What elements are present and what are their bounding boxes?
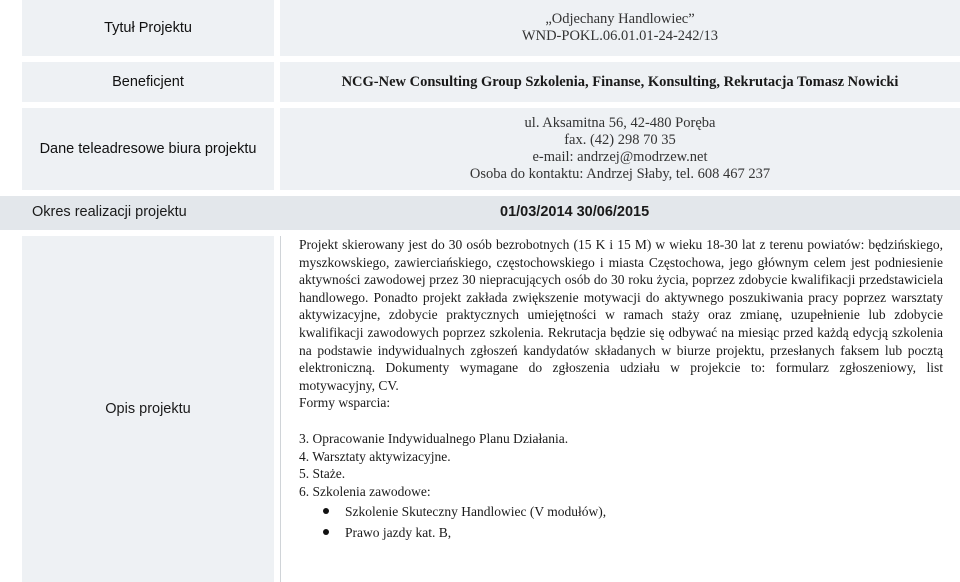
beneficiary-label	[22, 62, 274, 102]
description-cell	[280, 236, 960, 582]
title-line-2: WND-POKL.06.01.01-24-242/13	[521, 28, 719, 44]
title-label-text: Tytuł Projektu	[104, 20, 192, 36]
title-label	[22, 0, 274, 56]
contact-value	[280, 108, 960, 190]
description-label	[22, 236, 274, 582]
title-line-1: „Odjechany Handlowiec”	[545, 11, 695, 27]
list-item: 6. Szkolenia zawodowe:	[299, 483, 431, 499]
training-bullets	[299, 503, 943, 541]
period-row	[0, 196, 960, 230]
bullet-text: Prawo jazdy kat. B,	[345, 524, 452, 540]
bullet-item	[345, 503, 943, 521]
support-forms-list	[299, 430, 943, 500]
period-label: Okres realizacji projektu	[32, 204, 187, 220]
beneficiary-label-text: Beneficjent	[112, 74, 184, 90]
description-paragraph: Projekt skierowany jest do 30 osób bezrobotnych (15 K i 15 M) w wieku 18-30 lat z terenu powiatów: będzińskiego, myszkowskiego, zawierciańskiego, częstochowskiego i miasta Częstochowa, jego głównym celem jest podniesienie aktywności zawodowej przez 30 niepracujących osób do 30 roku życia, poprzez zdobycie kwalifikacji przedstawiciela handlowego. Ponadto projekt zakłada zwiększenie motywacji do aktywnego poszukiwania pracy poprzez warsztaty aktywizacyjne, zdobycie praktycznych umiejętności w ramach staży oraz zmianę, uzupełnienie lub zdobycie kwalifikacji zawodowych poprzez szkolenia. Rekrutacja będzie się odbywać na miesiąc przed każdą edycją szkolenia na podstawie indywidualnych zgłoszeń kandydatów składanych w biurze projektu, przesłanych faksem lub pocztą elektroniczną. Dokumenty wymagane do zgłoszenia udziału w projekcie to: formularz zgłoszeniowy, list motywacyjny, CV.	[299, 237, 943, 393]
bullet-icon	[323, 529, 329, 535]
beneficiary-value	[280, 62, 960, 102]
list-item: 3. Opracowanie Indywidualnego Planu Działania.	[299, 430, 569, 446]
contact-person: Osoba do kontaktu: Andrzej Słaby, tel. 608 467 237	[469, 166, 771, 182]
description-content	[299, 236, 943, 545]
bullet-text: Szkolenie Skuteczny Handlowiec (V modułów),	[345, 504, 607, 520]
contact-label-text: Dane teleadresowe biura projektu	[39, 141, 257, 157]
bullet-item	[345, 524, 943, 542]
contact-address: ul. Aksamitna 56, 42-480 Poręba	[524, 115, 716, 131]
title-value	[280, 0, 960, 56]
list-item: 5. Staże.	[299, 466, 346, 482]
description-label-text: Opis projektu	[105, 401, 191, 417]
support-forms-title: Formy wsparcia:	[299, 395, 391, 411]
beneficiary-name: NCG-New Consulting Group Szkolenia, Finanse, Konsulting, Rekrutacja Tomasz Nowicki	[341, 73, 899, 90]
period-value: 01/03/2014 30/06/2015	[500, 204, 650, 220]
contact-fax: fax. (42) 298 70 35	[564, 132, 676, 148]
contact-label	[22, 108, 274, 190]
bullet-icon	[323, 508, 329, 514]
list-item: 4. Warsztaty aktywizacyjne.	[299, 448, 451, 464]
contact-email: e-mail: andrzej@modrzew.net	[532, 149, 708, 165]
